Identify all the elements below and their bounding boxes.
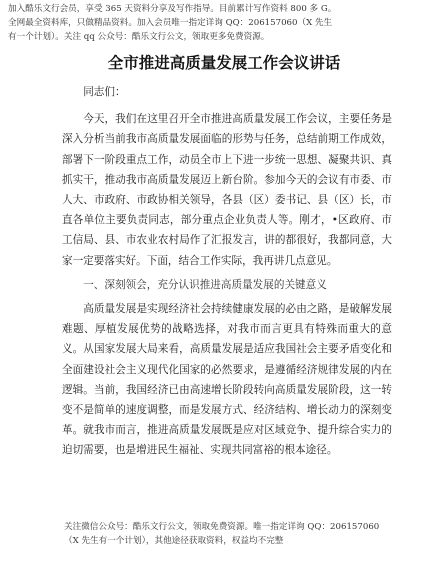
paragraph: 高质量发展是实现经济社会持续健康发展的必由之路，是破解发展难题、厚植发展优势的战略选择，对我市而言更具有特殊而重大的意义。从国家发展大局来看，高质量发展是适应我国社会主要矛盾变化和全面建设社会主义现代化国家的必然要求，是遵循经济规律发展的内在逻辑。当前，我国经济已由高速增长阶段转向高质量发展阶段，这一转变不是简单的速度调整，而是发展方式、经济结构、增长动力的深刻变革。就我市而言，推进高质量发展既是应对区域竞争、提升综合实力的迫切需要，也是增进民生福祉、实现共同富裕的根本途径。 bbox=[62, 303, 392, 457]
header-line: 有一个计划）。关注 qq 公众号：酷乐文行公文，领取更多免费资源。 bbox=[8, 32, 270, 42]
section-heading: 一、深刻领会，充分认识推进高质量发展的关键意义 bbox=[83, 278, 327, 291]
header-line: 加入酷乐文行会员，享受 365 天资料分享及写作指导。目前累计写作资料 800 多 G。 bbox=[8, 4, 337, 14]
footer-line: 关注微信公众号：酷乐文行公文，领取免费资源。唯一指定详询 QQ：206157060 bbox=[64, 522, 380, 532]
header-line: 全网最全资料库，只做精品资料。加入会员唯一指定详询 QQ：206157060（X 先生 bbox=[8, 18, 333, 28]
salutation: 同志们： bbox=[83, 86, 126, 98]
document-body bbox=[62, 82, 392, 461]
header-promo-note bbox=[8, 2, 440, 44]
footer-promo-note bbox=[64, 520, 404, 548]
footer-line: （X 先生有一个计划），其他途径获取资料，权益均不完整 bbox=[64, 536, 284, 546]
document-title: 全市推进高质量发展工作会议讲话 bbox=[107, 54, 341, 72]
paragraph: 今天，我们在这里召开全市推进高质量发展工作会议，主要任务是深入分析当前我市高质量发展面临的形势与任务，总结前期工作成效，部署下一阶段重点工作，动员全市上下进一步统一思想、凝聚共识、真抓实干，推动我市高质量发展迈上新台阶。参加今天的会议有市委、市人大、市政府、市政协相关领导，各县（区）委书记、县（区）长，市直各单位主要负责同志，部分重点企业负责人等。刚才，•区政府、市工信局、县、市农业农村局作了汇报发言，讲的都很好，我都同意，大家一定要落实好。下面，结合工作实际，我再讲几点意见。 bbox=[62, 113, 392, 267]
